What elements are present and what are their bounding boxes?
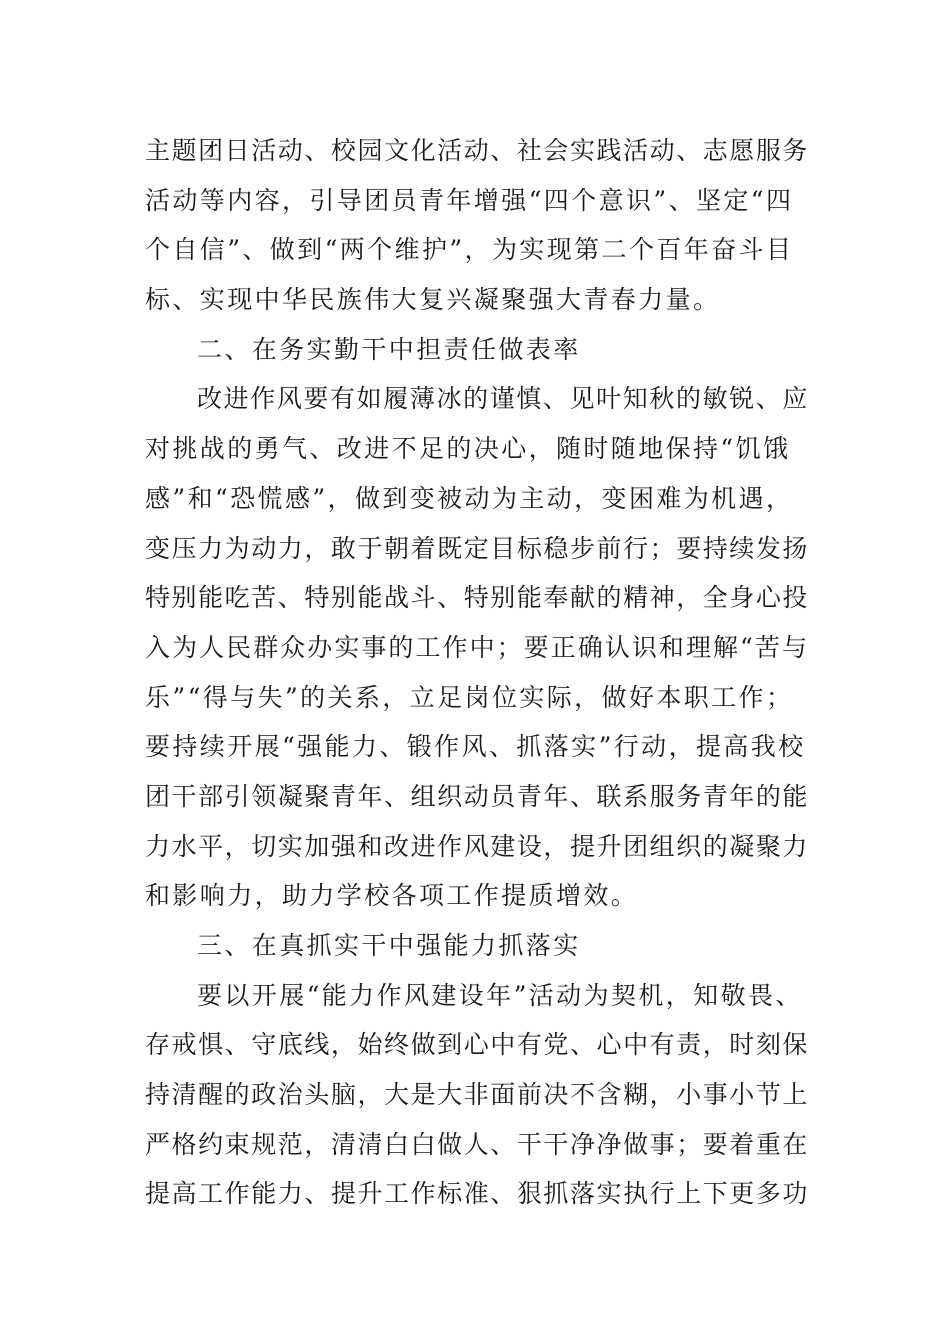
- body-line: 活动等内容，引导团员青年增强“四个意识”、坚定“四: [145, 185, 794, 215]
- body-line: 乐”“得与失”的关系，立足岗位实际，做好本职工作；: [145, 682, 794, 712]
- body-line: 个自信”、做到“两个维护”，为实现第二个百年奋斗目: [145, 235, 794, 265]
- body-line: 团干部引领凝聚青年、组织动员青年、联系服务青年的能: [145, 781, 809, 811]
- body-line: 变压力为动力，敢于朝着既定目标稳步前行；要持续发扬: [145, 533, 809, 563]
- body-line: 要持续开展“强能力、锻作风、抓落实”行动，提高我校: [145, 732, 806, 762]
- body-line: 主题团日活动、校园文化活动、社会实践活动、志愿服务: [145, 136, 809, 165]
- section-heading: 二、在务实勤干中担责任做表率: [197, 334, 581, 364]
- body-line: 要以开展“能力作风建设年”活动为契机，知敬畏、: [197, 980, 803, 1010]
- body-line: 标、实现中华民族伟大复兴凝聚强大青春力量。: [145, 285, 721, 315]
- body-line: 提高工作能力、提升工作标准、狠抓落实执行上下更多功: [145, 1179, 809, 1209]
- section-heading: 三、在真抓实干中强能力抓落实: [197, 931, 581, 960]
- body-line: 对挑战的勇气、改进不足的决心，随时随地保持“饥饿: [145, 434, 791, 464]
- body-line: 入为人民群众办实事的工作中；要正确认识和理解“苦与: [145, 632, 809, 662]
- body-line: 力水平，切实加强和改进作风建设，提升团组织的凝聚力: [145, 831, 809, 861]
- body-line: 感”和“恐慌感”，做到变被动为主动，变困难为机遇，: [145, 483, 794, 513]
- body-line: 持清醒的政治头脑，大是大非面前决不含糊，小事小节上: [145, 1080, 809, 1110]
- document-body: [145, 126, 809, 1219]
- body-line: 严格约束规范，清清白白做人、干干净净做事；要着重在: [145, 1129, 809, 1159]
- body-line: 特别能吃苦、特别能战斗、特别能奉献的精神，全身心投: [145, 583, 809, 613]
- body-line: 和影响力，助力学校各项工作提质增效。: [145, 881, 639, 911]
- body-line: 存戒惧、守底线，始终做到心中有党、心中有责，时刻保: [145, 1030, 809, 1060]
- body-line: 改进作风要有如履薄冰的谨慎、见叶知秋的敏锐、应: [197, 384, 809, 414]
